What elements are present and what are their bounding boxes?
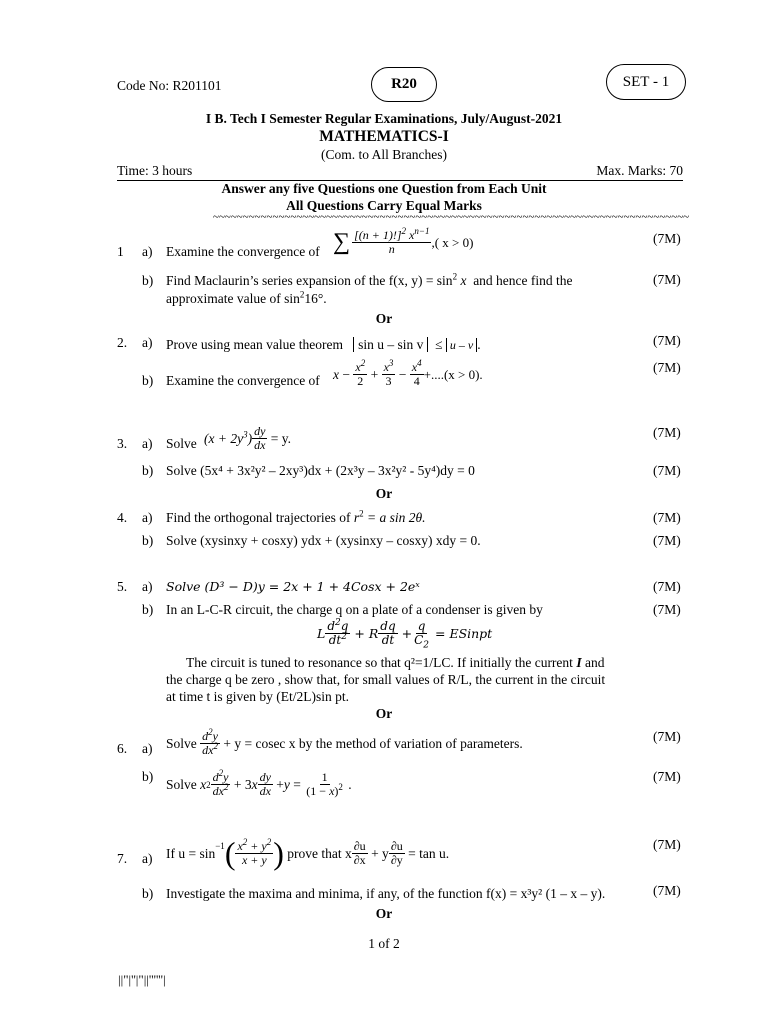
sub-label: b)	[142, 463, 154, 478]
sub-label: a)	[142, 579, 153, 594]
marks: (7M)	[653, 231, 681, 246]
series-expression: x − $\frac{x^2}{2}$ + $\frac{x^3}{3}$ − $\frac{x^4}{4}$ +....(x > 0).	[333, 358, 483, 389]
marks: (7M)	[653, 425, 681, 440]
marks: (7M)	[653, 463, 681, 478]
sub-label: b)	[142, 602, 154, 617]
marks: (7M)	[653, 579, 681, 594]
circuit-equation: L $\frac{d^2q}{dt^2}$ + R $\frac{dq}{dt}$ + $\frac{q}{C_2}$ = ESinpt	[317, 618, 493, 651]
or-separator: Or	[375, 311, 393, 326]
marks: (7M)	[653, 769, 681, 784]
sub-label: a)	[142, 335, 153, 350]
barcode: ||"|''|"||''''''|	[118, 972, 166, 987]
question-text: Solve $\frac{d^2y}{dx^2}$ + y = cosec x by the method of variation of parameters.	[166, 727, 523, 758]
marks: (7M)	[653, 333, 681, 348]
or-separator: Or	[375, 486, 393, 501]
question-text: If u = sin $^{-1}$ ( $\frac{x^2 + y^2}{x + y}$ ) prove that x $\frac{\partial u}{\partial x}$ + y $\frac{\partial u}{\partial y}$ = tan u.	[166, 835, 450, 871]
sub-label: b)	[142, 273, 154, 288]
or-separator: Or	[375, 906, 393, 921]
regulation-badge: R20	[371, 67, 437, 102]
question-text: Solve x 2 $\frac{d^2y}{dx^2}$ + 3 x $\frac{dy}{dx}$ + y = $\frac{1}{(1 - x)^2}$ .	[166, 768, 352, 799]
sub-label: a)	[142, 510, 153, 525]
question-text: Examine the convergence of	[166, 244, 320, 259]
marks: (7M)	[653, 837, 681, 852]
marks: (7M)	[653, 729, 681, 744]
marks: (7M)	[653, 360, 681, 375]
question-number: 2.	[117, 335, 128, 350]
question-number: 6.	[117, 741, 128, 756]
question-text: Solve (5x⁴ + 3x²y² – 2xy³)dx + (2x³y – 3x²y² - 5y⁴)dy = 0	[166, 463, 475, 478]
question-text: at time t is given by (Et/2L)sin pt.	[166, 689, 349, 704]
page-number: 1 of 2	[368, 936, 400, 951]
marks: (7M)	[653, 602, 681, 617]
question-text: Solve (xysinxy + cosxy) ydx + (xysinxy – cosxy) xdy = 0.	[166, 533, 481, 548]
question-text: Examine the convergence of	[166, 373, 320, 388]
exam-title: I B. Tech I Semester Regular Examinations, July/August-2021	[205, 111, 563, 126]
sub-label: a)	[142, 436, 153, 451]
question-text: Find the orthogonal trajectories of $r^2 = a$ sin 2θ.	[166, 508, 426, 525]
marks: (7M)	[653, 510, 681, 525]
question-number: 4.	[117, 510, 128, 525]
sub-label: b)	[142, 886, 154, 901]
question-number: 5.	[117, 579, 128, 594]
sub-label: b)	[142, 769, 154, 784]
or-separator: Or	[375, 706, 393, 721]
marks: (7M)	[653, 272, 681, 287]
question-text: Investigate the maxima and minima, if any, of the function f(x) = x³y² (1 – x – y).	[166, 886, 606, 901]
code-number: Code No: R201101	[117, 78, 222, 93]
instruction-1: Answer any five Questions one Question from Each Unit	[221, 181, 547, 196]
marks: (7M)	[653, 883, 681, 898]
sub-label: a)	[142, 244, 153, 259]
question-number: 3.	[117, 436, 128, 451]
sub-label: a)	[142, 741, 153, 756]
sub-label: b)	[142, 533, 154, 548]
question-text: The circuit is tuned to resonance so that q²=1/LC. If initially the current I and	[186, 655, 605, 670]
set-badge: SET - 1	[606, 64, 686, 100]
max-marks: Max. Marks: 70	[596, 163, 683, 178]
question-number: 7.	[117, 851, 128, 866]
subject-title: MATHEMATICS-I	[319, 128, 449, 145]
question-text: Prove using mean value theorem sin u – sin v ≤ u – v .	[166, 337, 481, 352]
instruction-2: All Questions Carry Equal Marks	[286, 198, 482, 213]
question-text: approximate value of $\sin^216^\circ$.	[166, 289, 327, 306]
sub-label: a)	[142, 851, 153, 866]
question-text: Solve	[166, 436, 197, 451]
branches: (Com. to All Branches)	[321, 147, 447, 162]
question-text: Solve (D³ − D)y = 2x + 1 + 4Cosx + 2eˣ	[166, 579, 420, 594]
sub-label: b)	[142, 373, 154, 388]
question-number: 1	[117, 244, 124, 259]
question-text: In an L-C-R circuit, the charge q on a plate of a condenser is given by	[166, 602, 543, 617]
ode-expression: $(x + 2y^3)$ $\frac{dy}{dx}$ = y.	[204, 424, 292, 453]
question-text: the charge q be zero , show that, for small values of R/L, the current in the circuit	[166, 672, 606, 687]
time-allowed: Time: 3 hours	[117, 163, 193, 178]
marks: (7M)	[653, 533, 681, 548]
separator: ~~~~~~~~~~~~~~~~~~~~~~~~~~~~~~~~~~~~~~~~~~~~~~~~~~~~~~~~~~~~~~~~~~~~~~~~~~~~~~~~	[213, 211, 690, 223]
question-text: Find Maclaurin’s series expansion of the f(x, $y) = \sin^2 x$ and hence find the	[166, 271, 573, 288]
series-expression: ∑ $\frac{[(n + 1)!]^2 x^{n-1}}{n}$ ,( x > 0)	[333, 226, 474, 257]
